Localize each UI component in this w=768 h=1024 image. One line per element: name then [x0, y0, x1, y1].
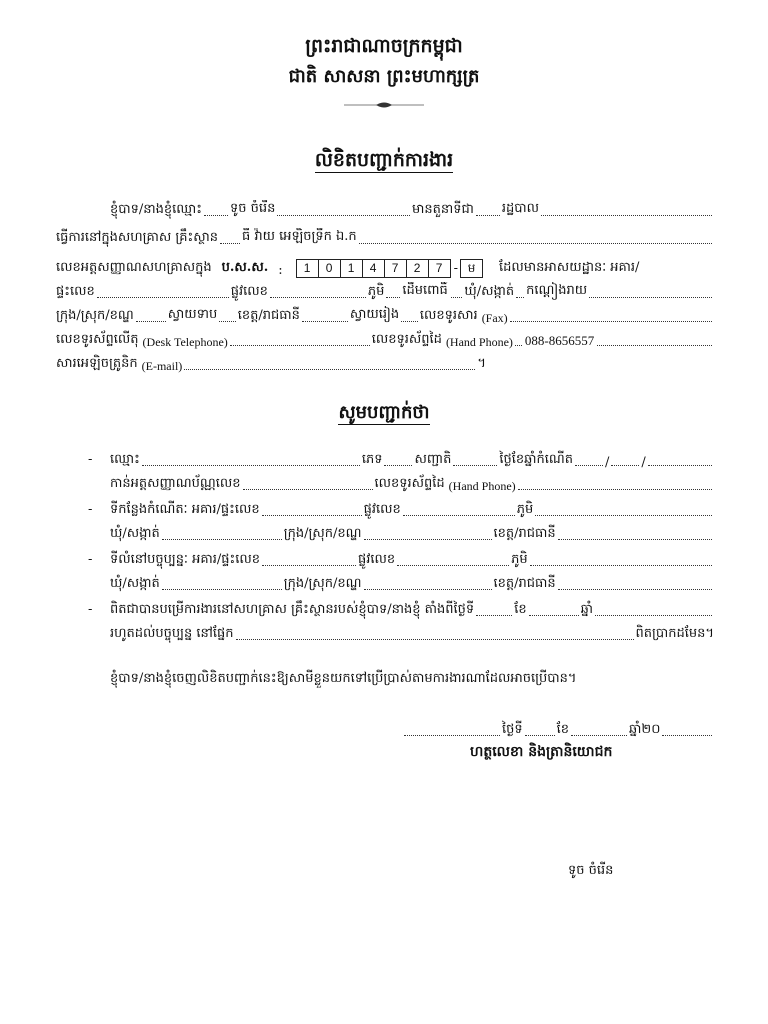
- current-province-field[interactable]: [558, 588, 712, 590]
- motto-heading: ជាតិ សាសនា ព្រះមហាក្សត្រ: [288, 66, 480, 87]
- id-digit-box[interactable]: 7: [384, 259, 407, 278]
- signature-date-row: ថ្ងៃទី ខែ ឆ្នាំ២០: [402, 720, 714, 740]
- ornament-divider: [344, 100, 424, 110]
- sign-year-field[interactable]: [662, 734, 712, 736]
- birthplace-street-field[interactable]: [403, 514, 515, 516]
- id-suffix-box[interactable]: ម: [460, 259, 483, 278]
- current-house-field[interactable]: [262, 564, 356, 566]
- kingdom-heading: ព្រះរាជាណាចក្រកម្ពុជា: [305, 35, 463, 57]
- desk-phone-field[interactable]: [230, 344, 370, 346]
- mobile-phone-field[interactable]: 088-8656557: [515, 344, 712, 346]
- closing-statement: ខ្ញុំបាទ/នាងខ្ញុំចេញលិខិតបញ្ជាក់នេះឱ្យសាមីខ្លួនយកទៅប្រើប្រាស់តាមការងារណាដែលអាចប្រើបាន។: [110, 671, 577, 686]
- birthplace-village-field[interactable]: [535, 514, 712, 516]
- document-title: លិខិតបញ្ជាក់ការងារ: [314, 149, 454, 171]
- employee-name-field[interactable]: [142, 464, 360, 466]
- employee-phone-field[interactable]: [518, 488, 712, 490]
- employer-position-field[interactable]: រដ្ឋបាល: [506, 214, 712, 216]
- current-address-row: ទីលំនៅបច្ចុប្បន្នៈ អគារ/ផ្ទះលេខ ផ្លូវលេខ ភូមិ: [110, 550, 714, 570]
- start-year-field[interactable]: [595, 614, 712, 616]
- birthplace-province-field[interactable]: [558, 538, 712, 540]
- house-field[interactable]: [97, 296, 229, 298]
- nationality-field[interactable]: [453, 464, 497, 466]
- id-digit-box[interactable]: 0: [318, 259, 341, 278]
- idcard-field[interactable]: [243, 488, 373, 490]
- birthplace-district-field[interactable]: [364, 538, 492, 540]
- sex-field[interactable]: [384, 464, 412, 466]
- village-field[interactable]: ដើមពោធិ៍: [386, 296, 462, 298]
- id-digit-box[interactable]: 2: [406, 259, 429, 278]
- id-digit-box[interactable]: 1: [296, 259, 319, 278]
- signature-title: ហត្ថលេខា និងត្រានិយោជក: [470, 744, 613, 760]
- sign-day-field[interactable]: [404, 734, 500, 736]
- id-digit-box[interactable]: 1: [340, 259, 363, 278]
- current-commune-field[interactable]: [162, 588, 282, 590]
- enterprise-id-row: លេខអត្តសញ្ញាណសហគ្រាសក្នុង ប.ស.ស. : 1 0 1 4 7 2 7 - ម ដែលមានអាសយដ្ឋានៈ អគារ/: [56, 260, 640, 278]
- commune-field[interactable]: កណ្ដៀងរាយ: [516, 296, 712, 298]
- province-field[interactable]: ស្វាយរៀង: [302, 320, 418, 322]
- enterprise-id-boxes[interactable]: 1 0 1 4 7 2 7 - ម: [297, 259, 483, 278]
- address-row-1: ផ្ទះលេខ ផ្លូវលេខ ភូមិ ដើមពោធិ៍ ឃុំ/សង្កាត់ កណ្ដៀងរាយ: [56, 282, 714, 302]
- phone-row: លេខទូរស័ព្ទលើតុ (Desk Telephone) លេខទូរស័ព្ទដៃ (Hand Phone) 088-8656557: [56, 330, 714, 350]
- birthplace-commune-field[interactable]: [162, 538, 282, 540]
- current-district-field[interactable]: [364, 588, 492, 590]
- fax-field[interactable]: [510, 320, 712, 322]
- current-street-field[interactable]: [397, 564, 509, 566]
- signatory-name: ទូច ចំរើន: [568, 863, 614, 878]
- id-digit-box[interactable]: 7: [428, 259, 451, 278]
- district-field[interactable]: ស្វាយទាប: [136, 320, 236, 322]
- start-day-field[interactable]: [476, 614, 512, 616]
- employer-name-row: ខ្ញុំបាទ/នាងខ្ញុំឈ្មោះ ទូច ចំរើន មានតួនាទីជា រដ្ឋបាល: [110, 200, 714, 220]
- current-address-row-2: ឃុំ/សង្កាត់ ក្រុង/ស្រុក/ខណ្ឌ ខេត្ត/រាជធានី: [110, 574, 714, 594]
- department-field[interactable]: [236, 638, 634, 640]
- certificate-page: ព្រះរាជាណាចក្រកម្ពុជា ជាតិ សាសនា ព្រះមហាក្សត្រ លិខិតបញ្ជាក់ការងារ ខ្ញុំបាទ/នាងខ្ញុំឈ្មោះ ទូច ចំរើន មានតួនាទីជា រដ្ឋបាល ធ្វើការនៅក្នុងសហគ្រាស គ្រឹះស្ថាន ធី វ៉ាយ អេឡិចទ្រីក ឯ.ក លេខអត្តសញ្ញាណសហគ្រាសក្នុង ប.ស.ស. : 1 0 1 4 7 2 7 - ម ដែលមានអាសយដ្ឋានៈ អគារ/ ផ្ទះលេខ ផ្លូវលេខ ភូមិ ដើមពោធិ៍ ឃុំ/សង្កាត់ កណ្ដៀងរាយ ក្រុង/ស្រុក/ខណ្ឌ ស្វាយទាប ខេត្ត/រាជធានី ស្វាយរៀង លេខទូរសារ (Fax) លេខទូរស័ព្ទលើតុ (Desk Telephone) លេខទូរស័ព្ទដៃ (Hand Phone) 088-8656557 សារអេឡិចត្រូនិក (E-mail) ។ សូមបញ្ជាក់ថា - ឈ្មោះ ភេទ សញ្ជាតិ ថ្ងៃខែឆ្នាំកំណើត / / កាន់អត្តសញ្ញាណប័ណ្ណលេខ លេខទូរស័ព្ទដៃ (Hand Phone) - ទីកន្លែងកំណើតៈ អគារ/ផ្ទះលេខ ផ្លូវលេខ ភូមិ ឃុំ/សង្កាត់ ក្រុង/ស្រុក/ខណ្ឌ ខេត្ត/រាជធានី - ទីលំនៅបច្ចុប្បន្នៈ អគារ/ផ្ទះលេខ ផ្លូវលេខ ភូមិ ឃុំ/សង្កាត់ ក្រុង/ស្រុក/ខណ្ឌ ខេត្ត/រាជធានី - ពិតជាបានបម្រើការងារនៅសហគ្រាស គ្រឹះស្ថានរបស់ខ្ញុំបាទ/នាងខ្ញុំ តាំងពីថ្ងៃទី ខែ ឆ្នាំ រហូតដល់បច្ចុប្បន្ន នៅផ្នែក ពិតប្រាកដមែន។ ខ្ញុំបាទ/នាងខ្ញុំចេញលិខិតបញ្ជាក់នេះឱ្យសាមីខ្លួនយកទៅប្រើប្រាស់តាមការងារណាដែលអាចប្រើបាន។ ថ្ងៃទី ខែ ឆ្នាំ២០ ហត្ថលេខា និងត្រានិយោជក ទូច ចំរើន: [0, 0, 768, 1024]
- id-digit-box[interactable]: 4: [362, 259, 385, 278]
- street-field[interactable]: [270, 296, 366, 298]
- start-month-field[interactable]: [529, 614, 579, 616]
- birthplace-row-2: ឃុំ/សង្កាត់ ក្រុង/ស្រុក/ខណ្ឌ ខេត្ត/រាជធានី: [110, 524, 714, 544]
- company-row: ធ្វើការនៅក្នុងសហគ្រាស គ្រឹះស្ថាន ធី វ៉ាយ អេឡិចទ្រីក ឯ.ក: [56, 228, 714, 248]
- dob-month-field[interactable]: [611, 464, 639, 466]
- employment-period-row: ពិតជាបានបម្រើការងារនៅសហគ្រាស គ្រឹះស្ថានរបស់ខ្ញុំបាទ/នាងខ្ញុំ តាំងពីថ្ងៃទី ខែ ឆ្នាំ: [110, 600, 714, 620]
- department-row: រហូតដល់បច្ចុប្បន្ន នៅផ្នែក ពិតប្រាកដមែន។: [110, 626, 714, 641]
- sign-dayno-field[interactable]: [525, 734, 555, 736]
- address-row-2: ក្រុង/ស្រុក/ខណ្ឌ ស្វាយទាប ខេត្ត/រាជធានី ស្វាយរៀង លេខទូរសារ (Fax): [56, 306, 714, 326]
- idcard-row: កាន់អត្តសញ្ញាណប័ណ្ណលេខ លេខទូរស័ព្ទដៃ (Hand Phone): [110, 474, 714, 494]
- section-title-certify: សូមបញ្ជាក់ថា: [338, 402, 430, 423]
- employee-name-row: ឈ្មោះ ភេទ សញ្ជាតិ ថ្ងៃខែឆ្នាំកំណើត / /: [110, 450, 714, 470]
- dob-year-field[interactable]: [648, 464, 712, 466]
- employer-name-field[interactable]: ទូច ចំរើន: [204, 214, 410, 216]
- company-field[interactable]: ធី វ៉ាយ អេឡិចទ្រីក ឯ.ក: [220, 242, 712, 244]
- email-field[interactable]: [184, 368, 475, 370]
- birthplace-house-field[interactable]: [262, 514, 362, 516]
- email-row: សារអេឡិចត្រូនិក (E-mail) ។: [56, 356, 486, 373]
- nssf-label: ប.ស.ស.: [221, 260, 269, 275]
- sign-month-field[interactable]: [571, 734, 627, 736]
- birthplace-row: ទីកន្លែងកំណើតៈ អគារ/ផ្ទះលេខ ផ្លូវលេខ ភូមិ: [110, 500, 714, 520]
- dob-day-field[interactable]: [575, 464, 603, 466]
- current-village-field[interactable]: [530, 564, 712, 566]
